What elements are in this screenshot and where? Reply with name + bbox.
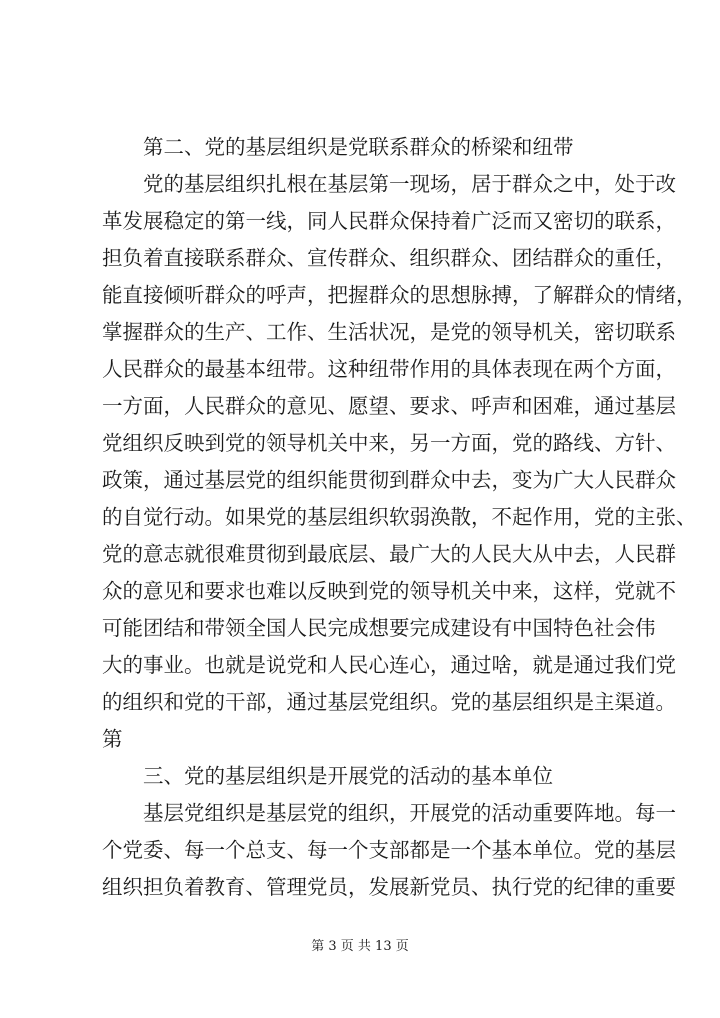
paragraph-line: 党组织反映到党的领导机关中来，另一方面，党的路线、方针、 — [102, 431, 676, 455]
paragraph-line: 革发展稳定的第一线，同人民群众保持着广泛而又密切的联系， — [102, 209, 676, 233]
paragraph-line: 掌握群众的生产、工作、生活状况，是党的领导机关，密切联系 — [102, 320, 676, 344]
paragraph-line: 一方面，人民群众的意见、愿望、要求、呼声和困难，通过基层 — [102, 394, 676, 418]
paragraph-line: 人民群众的最基本纽带。这种纽带作用的具体表现在两个方面， — [102, 357, 676, 381]
paragraph-line: 担负着直接联系群众、宣传群众、组织群众、团结群众的重任， — [102, 246, 676, 270]
page-footer: 第 3 页 共 13 页 — [311, 939, 409, 954]
section-heading-3: 三、党的基层组织是开展党的活动的基本单位 — [102, 764, 553, 788]
section-heading-2: 第二、党的基层组织是党联系群众的桥梁和纽带 — [102, 135, 574, 159]
paragraph-line: 的自觉行动。如果党的基层组织软弱涣散，不起作用，党的主张、 — [102, 505, 697, 529]
paragraph-line: 可能团结和带领全国人民完成想要完成建设有中国特色社会伟 — [102, 616, 656, 640]
paragraph-line: 个党委、每一个总支、每一个支部都是一个基本单位。党的基层 — [102, 838, 676, 862]
paragraph-line: 党的意志就很难贯彻到最底层、最广大的人民大从中去，人民群 — [102, 542, 676, 566]
paragraph-line: 第 — [102, 727, 123, 751]
paragraph-line: 能直接倾听群众的呼声，把握群众的思想脉搏，了解群众的情绪， — [102, 283, 697, 307]
paragraph-line: 政策，通过基层党的组织能贯彻到群众中去，变为广大人民群众 — [102, 468, 676, 492]
paragraph-line: 众的意见和要求也难以反映到党的领导机关中来，这样，党就不 — [102, 579, 676, 603]
paragraph-line: 大的事业。也就是说党和人民心连心，通过啥，就是通过我们党 — [102, 653, 676, 677]
paragraph-line: 的组织和党的干部，通过基层党组织。党的基层组织是主渠道。 — [102, 690, 676, 714]
paragraph-line: 组织担负着教育、管理党员，发展新党员、执行党的纪律的重要 — [102, 875, 676, 899]
paragraph-line: 党的基层组织扎根在基层第一现场，居于群众之中，处于改 — [102, 172, 676, 196]
paragraph-line: 基层党组织是基层党的组织，开展党的活动重要阵地。每一 — [102, 801, 676, 825]
